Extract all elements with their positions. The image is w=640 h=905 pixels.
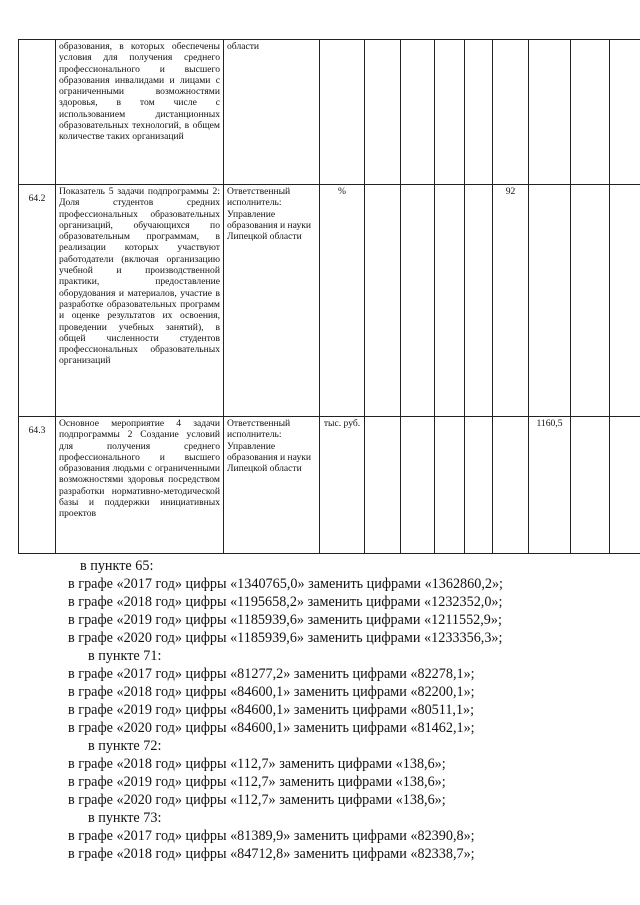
amendment-line: в графе «2017 год» цифры «81277,2» заменить цифрами «82278,1»; — [68, 666, 475, 682]
row-value — [465, 417, 493, 554]
amendment-line: в графе «2019 год» цифры «1185939,6» заменить цифрами «1211552,9»; — [68, 612, 502, 628]
amendment-line: в графе «2018 год» цифры «84600,1» заменить цифрами «82200,1»; — [68, 684, 475, 700]
row-number: 64.3 — [19, 417, 56, 554]
row-unit: тыс. руб. — [320, 417, 365, 554]
row-value — [465, 185, 493, 417]
row-executor: области — [224, 40, 320, 185]
amendment-line: в графе «2019 год» цифры «112,7» заменить цифрами «138,6»; — [68, 774, 446, 790]
row-value — [529, 40, 571, 185]
row-value — [401, 40, 435, 185]
row-name: Показатель 5 задачи подпрограммы 2: Доля студентов средних профессиональных образовательных организаций, обучающихся по образовательным программам, в реализации которых участвуют работодатели (включая организацию учебной и производственной практики, предоставление оборудования и материалов, участие в разработке образовательных программ и оценке результатов их освоения, проведении учебных занятий), в общей численности студентов профессиональных образовательных организаций — [56, 185, 224, 417]
row-value — [401, 417, 435, 554]
row-value — [435, 185, 465, 417]
table-row — [19, 185, 640, 417]
amendment-line: в графе «2020 год» цифры «112,7» заменить цифрами «138,6»; — [68, 792, 446, 808]
row-number — [19, 40, 56, 185]
indicator-table — [18, 39, 640, 554]
row-value — [401, 185, 435, 417]
amendment-line: в графе «2017 год» цифры «81389,9» заменить цифрами «82390,8»; — [68, 828, 475, 844]
amendment-line: в графе «2020 год» цифры «1185939,6» заменить цифрами «1233356,3»; — [68, 630, 503, 646]
row-value — [493, 40, 529, 185]
amendment-point-heading: в пункте 71: — [88, 648, 162, 664]
row-executor: Ответственный исполнитель: Управление образования и науки Липецкой области — [224, 417, 320, 554]
row-value — [610, 417, 640, 554]
row-unit: % — [320, 185, 365, 417]
row-name: Основное мероприятие 4 задачи подпрограммы 2 Создание условий для получения среднего профессионального и высшего образования людьми с ограниченными возможностями здоровья посредством разработки нормативно-методической базы и поддержки инициативных проектов — [56, 417, 224, 554]
row-unit — [320, 40, 365, 185]
row-value — [571, 40, 610, 185]
row-value — [610, 185, 640, 417]
row-value — [529, 185, 571, 417]
row-executor: Ответственный исполнитель: Управление образования и науки Липецкой области — [224, 185, 320, 417]
amendment-point-heading: в пункте 73: — [88, 810, 162, 826]
row-value: 92 — [493, 185, 529, 417]
amendment-line: в графе «2018 год» цифры «84712,8» заменить цифрами «82338,7»; — [68, 846, 475, 862]
amendment-line: в графе «2020 год» цифры «84600,1» заменить цифрами «81462,1»; — [68, 720, 475, 736]
row-value — [365, 185, 401, 417]
row-name: образования, в которых обеспечены условия для получения среднего профессионального и высшего образования инвалидами и лицами с ограниченными возможностями здоровья, в том числе с использованием дистанционных образовательных технологий, в общем количестве таких организаций — [56, 40, 224, 185]
row-value — [465, 40, 493, 185]
row-value: 1160,5 — [529, 417, 571, 554]
row-value — [610, 40, 640, 185]
row-value — [435, 40, 465, 185]
amendment-line: в графе «2018 год» цифры «112,7» заменить цифрами «138,6»; — [68, 756, 446, 772]
row-value — [571, 185, 610, 417]
row-value — [435, 417, 465, 554]
row-value — [365, 40, 401, 185]
amendments-text — [68, 557, 628, 863]
amendment-point-heading: в пункте 72: — [88, 738, 162, 754]
table-row — [19, 40, 640, 185]
row-value — [571, 417, 610, 554]
amendment-line: в графе «2019 год» цифры «84600,1» заменить цифрами «80511,1»; — [68, 702, 475, 718]
table-row — [19, 417, 640, 554]
row-number: 64.2 — [19, 185, 56, 417]
amendment-point-heading: в пункте 65: — [80, 558, 154, 574]
row-value — [365, 417, 401, 554]
amendment-line: в графе «2017 год» цифры «1340765,0» заменить цифрами «1362860,2»; — [68, 576, 503, 592]
amendment-line: в графе «2018 год» цифры «1195658,2» заменить цифрами «1232352,0»; — [68, 594, 503, 610]
row-value — [493, 417, 529, 554]
